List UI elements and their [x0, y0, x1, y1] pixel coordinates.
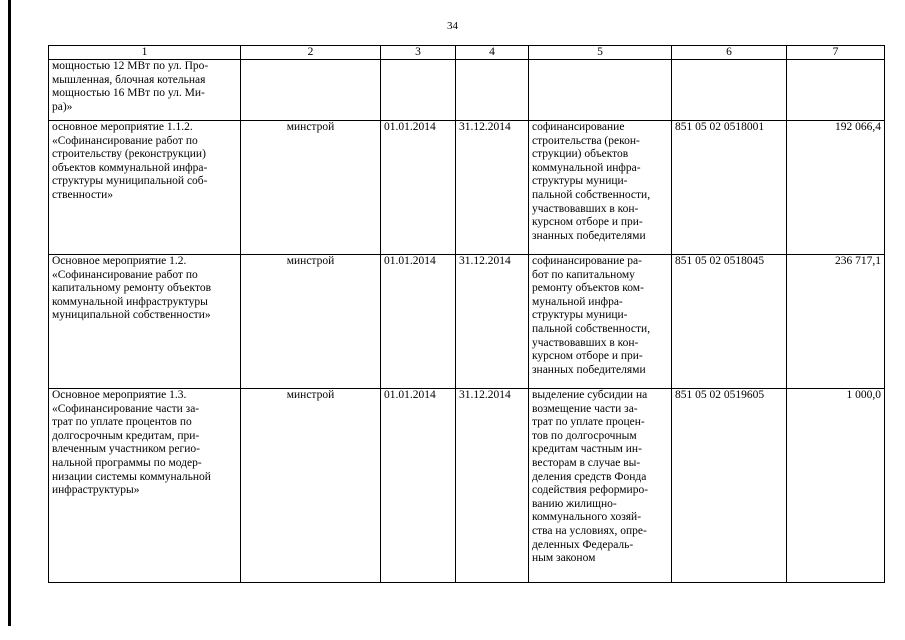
description-cell: выделение субсидии на возмещение части за- трат по уплате процен- тов по долгосрочным кредитам частным ин- весторам в случае вы- деления средств Фонда содействия реформиро- ванию жилищно- коммунального хозяй- ства на условиях, опре- деленных Федераль- ным законом — [529, 389, 672, 583]
column-numbers-row — [49, 46, 885, 60]
budget-code-cell: 851 05 02 0518001 — [672, 121, 787, 255]
amount-cell: 236 717,1 — [787, 255, 885, 389]
end-date-cell: 31.12.2014 — [456, 389, 529, 583]
activity-name-cell: Основное мероприятие 1.3. «Софинансирование части за- трат по уплате процентов по долгосрочным кредитам, при- влеченным участником регио- нальной программы по модер- низации системы коммунальной инфраструктуры» — [49, 389, 241, 583]
column-header-1: 1 — [49, 46, 241, 60]
budget-code-cell: 851 05 02 0519605 — [672, 389, 787, 583]
table-row — [49, 60, 885, 121]
end-date-cell — [456, 60, 529, 121]
executor-cell: минстрой — [241, 389, 381, 583]
column-header-5: 5 — [529, 46, 672, 60]
budget-code-cell — [672, 60, 787, 121]
executor-cell: минстрой — [241, 255, 381, 389]
activity-name-cell: Основное мероприятие 1.2. «Софинансирование работ по капитальному ремонту объектов коммунальной инфраструктуры муниципальной собственности» — [49, 255, 241, 389]
start-date-cell: 01.01.2014 — [381, 255, 456, 389]
start-date-cell: 01.01.2014 — [381, 121, 456, 255]
column-header-2: 2 — [241, 46, 381, 60]
amount-cell — [787, 60, 885, 121]
executor-cell — [241, 60, 381, 121]
description-cell: софинансирование ра- бот по капитальному ремонту объектов ком- мунальной инфра- структуры муници- пальной собственности, участвовавших в кон- курсном отборе и при- знанных победителями — [529, 255, 672, 389]
budget-code-cell: 851 05 02 0518045 — [672, 255, 787, 389]
start-date-cell: 01.01.2014 — [381, 389, 456, 583]
description-cell — [529, 60, 672, 121]
activities-table — [48, 45, 885, 583]
activity-name-cell: мощностью 12 МВт по ул. Про- мышленная, блочная котельная мощностью 16 МВт по ул. Ми- ра)» — [49, 60, 241, 121]
activity-name-cell: основное мероприятие 1.1.2. «Софинансирование работ по строительству (реконструкции) объектов коммунальной инфра- структуры муниципальной соб- ственности» — [49, 121, 241, 255]
start-date-cell — [381, 60, 456, 121]
table-row — [49, 121, 885, 255]
description-cell: софинансирование строительства (рекон- струкции) объектов коммунальной инфра- структуры муници- пальной собственности, участвовавших в кон- курсном отборе и при- знанных победителями — [529, 121, 672, 255]
executor-cell: минстрой — [241, 121, 381, 255]
end-date-cell: 31.12.2014 — [456, 255, 529, 389]
amount-cell: 1 000,0 — [787, 389, 885, 583]
column-header-3: 3 — [381, 46, 456, 60]
column-header-4: 4 — [456, 46, 529, 60]
end-date-cell: 31.12.2014 — [456, 121, 529, 255]
amount-cell: 192 066,4 — [787, 121, 885, 255]
table-row — [49, 389, 885, 583]
column-header-6: 6 — [672, 46, 787, 60]
page-left-border — [8, 0, 11, 626]
column-header-7: 7 — [787, 46, 885, 60]
table-row — [49, 255, 885, 389]
page-number: 34 — [447, 20, 458, 32]
